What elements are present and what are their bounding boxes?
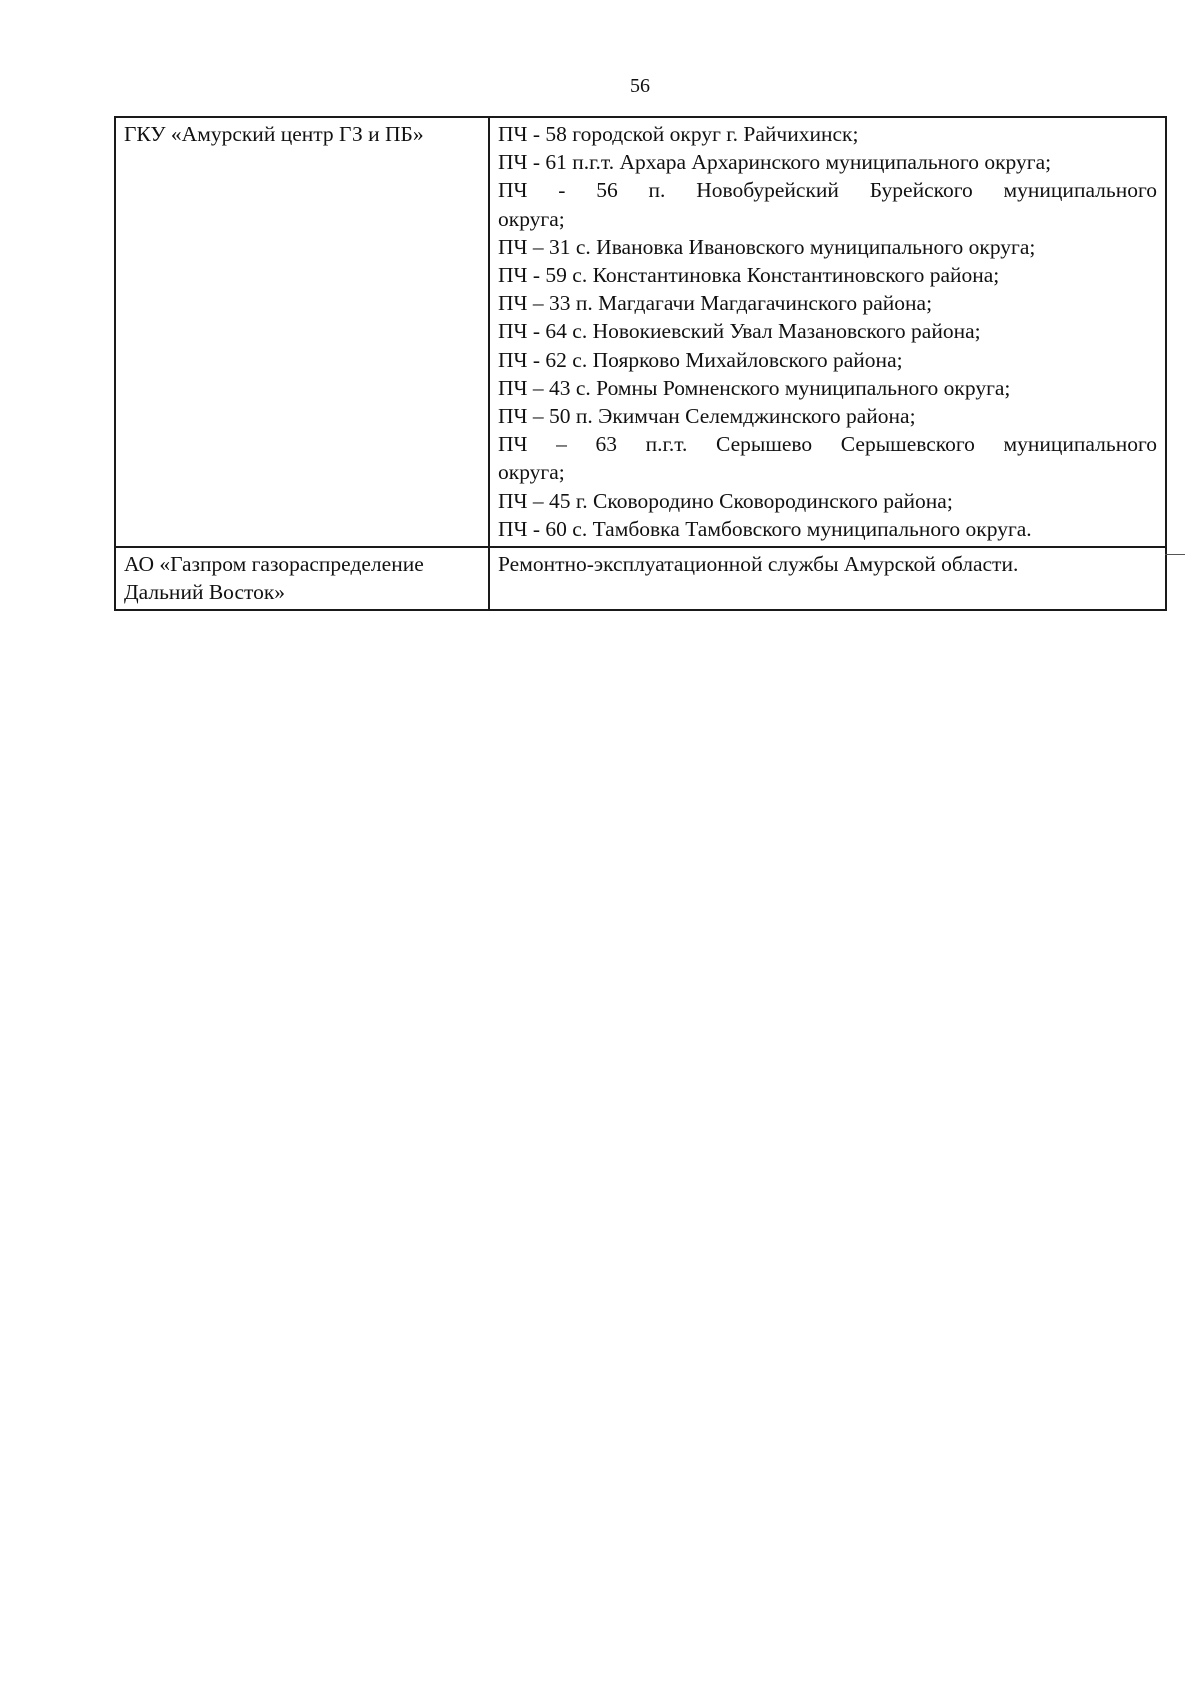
unit-item: ПЧ - 62 с. Поярково Михайловского района; — [498, 347, 903, 372]
table-edge-stub — [1165, 554, 1185, 555]
units-cell — [489, 117, 1166, 547]
unit-item: ПЧ - 61 п.г.т. Архара Архаринского муниципального округа; — [498, 150, 1052, 175]
unit-item: ПЧ - 64 с. Новокиевский Увал Мазановского района; — [498, 319, 981, 344]
table-row — [115, 117, 1166, 547]
unit-item: ПЧ – 33 п. Магдагачи Магдагачинского района; — [498, 291, 933, 316]
unit-item: ПЧ – 50 п. Экимчан Селемджинского района; — [498, 404, 916, 429]
unit-item: ПЧ – 45 г. Сковородино Сковородинского района; — [498, 488, 953, 513]
organization-cell: АО «Газпром газораспределение Дальний Восток» — [115, 547, 489, 610]
unit-item-continuation: округа; — [498, 206, 565, 231]
table-row — [115, 547, 1166, 610]
unit-item-continuation: округа; — [498, 460, 565, 485]
organizations-table — [114, 116, 1167, 611]
page-number: 56 — [630, 75, 650, 97]
unit-item: ПЧ – 31 с. Ивановка Ивановского муниципального округа; — [498, 234, 1036, 259]
units-cell — [489, 547, 1166, 610]
organization-cell: ГКУ «Амурский центр ГЗ и ПБ» — [115, 117, 489, 547]
unit-item: ПЧ – 63 п.г.т. Серышево Серышевского муниципального — [498, 432, 1157, 457]
unit-item: Ремонтно-эксплуатационной службы Амурской области. — [498, 552, 1019, 577]
unit-item: ПЧ - 60 с. Тамбовка Тамбовского муниципального округа. — [498, 516, 1032, 541]
unit-item: ПЧ - 56 п. Новобурейский Бурейского муниципального — [498, 178, 1157, 203]
unit-item: ПЧ - 59 с. Константиновка Константиновского района; — [498, 263, 1000, 288]
unit-item: ПЧ - 58 городской округ г. Райчихинск; — [498, 122, 859, 146]
unit-item: ПЧ – 43 с. Ромны Ромненского муниципального округа; — [498, 375, 1011, 400]
